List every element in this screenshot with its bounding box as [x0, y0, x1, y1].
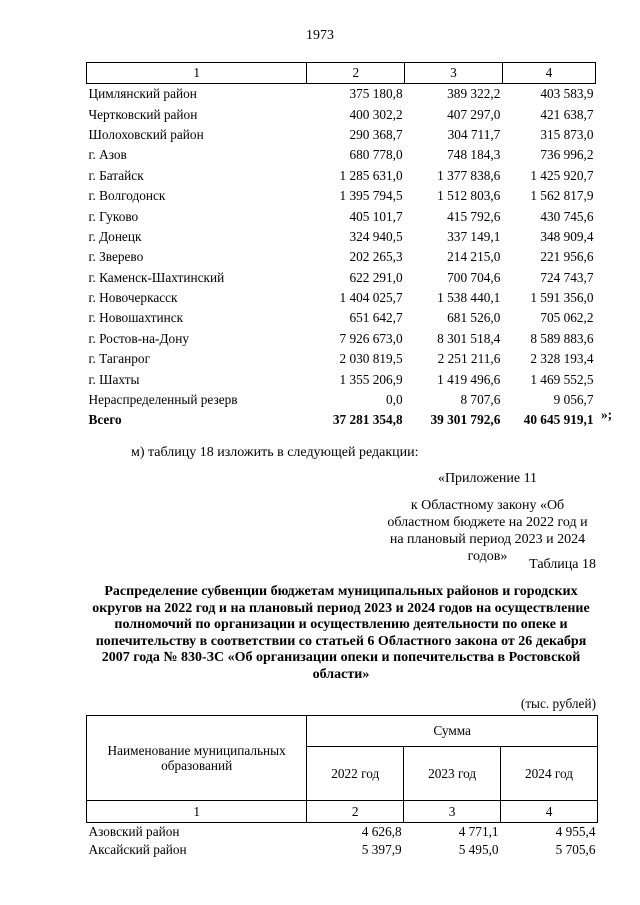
amount-cell: 304 711,7 [447, 126, 501, 142]
amount-cell: 2 328 193,4 [530, 351, 594, 367]
total-amount: 40 645 919,1 [523, 412, 594, 428]
table-row [87, 145, 596, 165]
header-municipality: Наименование муниципальных образований [87, 716, 307, 801]
amount-cell: 7 926 673,0 [339, 330, 403, 346]
amount-cell: 8 301 518,4 [437, 330, 501, 346]
amount-cell: 315 873,0 [540, 126, 594, 142]
municipality-name: г. Волгодонск [88, 188, 166, 204]
page-number: 1973 [306, 28, 334, 43]
amount-cell: 1 425 920,7 [530, 167, 594, 183]
amount-cell: 1 419 496,6 [437, 371, 501, 387]
amount-cell: 202 265,3 [349, 249, 403, 265]
amount-cell: 9 056,7 [553, 392, 594, 408]
municipality-name: г. Зверево [88, 249, 144, 265]
amount-cell: 651 642,7 [349, 310, 403, 326]
table-title: Распределение субвенции бюджетам муниципальных районов и городских округов на 2022 год и на плановый период 2023 и 2024 годов на осуществление полномочий по организации и осуществлению деятельности по опеке и попечительству в соответствии со статьей 6 Областного закона от 26 декабря 2007 года № 830-ЗС «Об организации опеки и попечительства в Ростовской области» [92, 584, 590, 682]
table-row [87, 349, 596, 369]
municipality-name: г. Азов [88, 147, 127, 163]
amount-cell: 1 512 803,6 [437, 188, 501, 204]
municipality-name: Чертковский район [88, 106, 198, 122]
appendix-reference: к Областному закону «Об областном бюджете на 2022 год и на плановый период 2023 и 2024 годов» [387, 498, 588, 564]
header-year: 2022 год [307, 747, 404, 801]
table-row [87, 84, 596, 105]
amount-cell: 1 404 025,7 [339, 290, 403, 306]
amount-cell: 1 538 440,1 [437, 290, 501, 306]
municipality-name: г. Новочеркасск [88, 290, 178, 306]
amount-cell: 421 638,7 [540, 106, 594, 122]
amount-cell: 736 996,2 [540, 147, 594, 163]
total-suffix: »; [601, 407, 613, 422]
table-row [87, 390, 596, 410]
amount-cell: 4 955,4 [555, 824, 596, 839]
municipality-name: г. Ростов-на-Дону [88, 330, 189, 346]
amount-cell: 375 180,8 [349, 86, 403, 102]
municipality-name: Нераспределенный резерв [88, 392, 238, 408]
appendix-caption [380, 470, 595, 565]
amount-cell: 1 285 631,0 [339, 167, 403, 183]
municipality-name: Цимлянский район [88, 86, 197, 102]
amount-cell: 4 626,8 [361, 824, 402, 839]
total-amount: 39 301 792,6 [430, 412, 501, 428]
amount-cell: 214 215,0 [447, 249, 501, 265]
appendix-title: «Приложение 11 [437, 471, 538, 486]
table-row [87, 329, 596, 349]
municipality-name: г. Каменск-Шахтинский [88, 269, 225, 285]
amount-cell: 705 062,2 [540, 310, 594, 326]
amount-cell: 8 589 883,6 [530, 330, 594, 346]
table-row [87, 104, 596, 124]
column-number: 1 [87, 801, 307, 823]
amount-cell: 389 322,2 [447, 86, 501, 102]
amount-cell: 405 101,7 [349, 208, 403, 224]
municipality-name: г. Батайск [88, 167, 144, 183]
header-cell: 2 [307, 63, 405, 84]
header-cell: 4 [502, 63, 595, 84]
column-number: 4 [501, 801, 598, 823]
amount-cell: 680 778,0 [349, 147, 403, 163]
table-row [87, 227, 596, 247]
municipality-name: г. Шахты [88, 371, 140, 387]
municipality-name: Аксайский район [88, 842, 187, 857]
table-row [87, 288, 596, 308]
header-cell: 1 [87, 63, 307, 84]
table-row [87, 308, 596, 328]
amount-cell: 400 302,2 [349, 106, 403, 122]
column-number-row [87, 801, 598, 823]
total-row [87, 410, 596, 430]
amount-cell: 724 743,7 [540, 269, 594, 285]
amount-cell: 324 940,5 [349, 228, 403, 244]
amount-cell: 415 792,6 [447, 208, 501, 224]
budget-table-continued [86, 62, 596, 431]
amendment-paragraph: м) таблицу 18 изложить в следующей редакции: [131, 445, 419, 460]
amount-cell: 1 377 838,6 [437, 167, 501, 183]
total-amount: 37 281 354,8 [332, 412, 403, 428]
table-row [87, 247, 596, 267]
municipality-name: г. Гуково [88, 208, 139, 224]
amount-cell: 681 526,0 [447, 310, 501, 326]
municipality-name: г. Донецк [88, 228, 142, 244]
amount-cell: 622 291,0 [349, 269, 403, 285]
table-header-row [87, 63, 596, 84]
amount-cell: 1 355 206,9 [339, 371, 403, 387]
table-row [87, 186, 596, 206]
amount-cell: 5 397,9 [361, 842, 402, 857]
municipality-name: Шолоховский район [88, 126, 204, 142]
amount-cell: 290 368,7 [349, 126, 403, 142]
amount-cell: 337 149,1 [447, 228, 501, 244]
units-label: (тыс. рублей) [520, 696, 596, 711]
total-label: Всего [88, 412, 122, 428]
header-year: 2024 год [501, 747, 598, 801]
header-cell: 3 [405, 63, 503, 84]
table-number: Таблица 18 [529, 557, 596, 572]
amount-cell: 2 030 819,5 [339, 351, 403, 367]
amount-cell: 1 395 794,5 [339, 188, 403, 204]
amount-cell: 4 771,1 [458, 824, 499, 839]
amount-cell: 1 591 356,0 [530, 290, 594, 306]
amount-cell: 403 583,9 [540, 86, 594, 102]
amount-cell: 407 297,0 [447, 106, 501, 122]
table-row [87, 369, 596, 389]
table-row [87, 125, 596, 145]
amount-cell: 5 705,6 [555, 842, 596, 857]
column-number: 3 [404, 801, 501, 823]
amount-cell: 221 956,6 [540, 249, 594, 265]
municipality-name: г. Новошахтинск [88, 310, 184, 326]
table-row [87, 823, 598, 842]
amount-cell: 700 704,6 [447, 269, 501, 285]
amount-cell: 1 562 817,9 [530, 188, 594, 204]
amount-cell: 748 184,3 [447, 147, 501, 163]
amount-cell: 0,0 [386, 392, 403, 408]
table-row [87, 841, 598, 859]
amount-cell: 2 251 211,6 [437, 351, 501, 367]
header-sum: Сумма [307, 716, 598, 747]
amount-cell: 348 909,4 [540, 228, 594, 244]
subvention-table [86, 715, 598, 859]
amount-cell: 430 745,6 [540, 208, 594, 224]
amount-cell: 8 707,6 [460, 392, 501, 408]
amount-cell: 1 469 552,5 [530, 371, 594, 387]
municipality-name: г. Таганрог [88, 351, 151, 367]
header-year: 2023 год [404, 747, 501, 801]
table-row [87, 206, 596, 226]
table-row [87, 268, 596, 288]
municipality-name: Азовский район [88, 824, 180, 839]
table-row [87, 166, 596, 186]
column-number: 2 [307, 801, 404, 823]
amount-cell: 5 495,0 [458, 842, 499, 857]
